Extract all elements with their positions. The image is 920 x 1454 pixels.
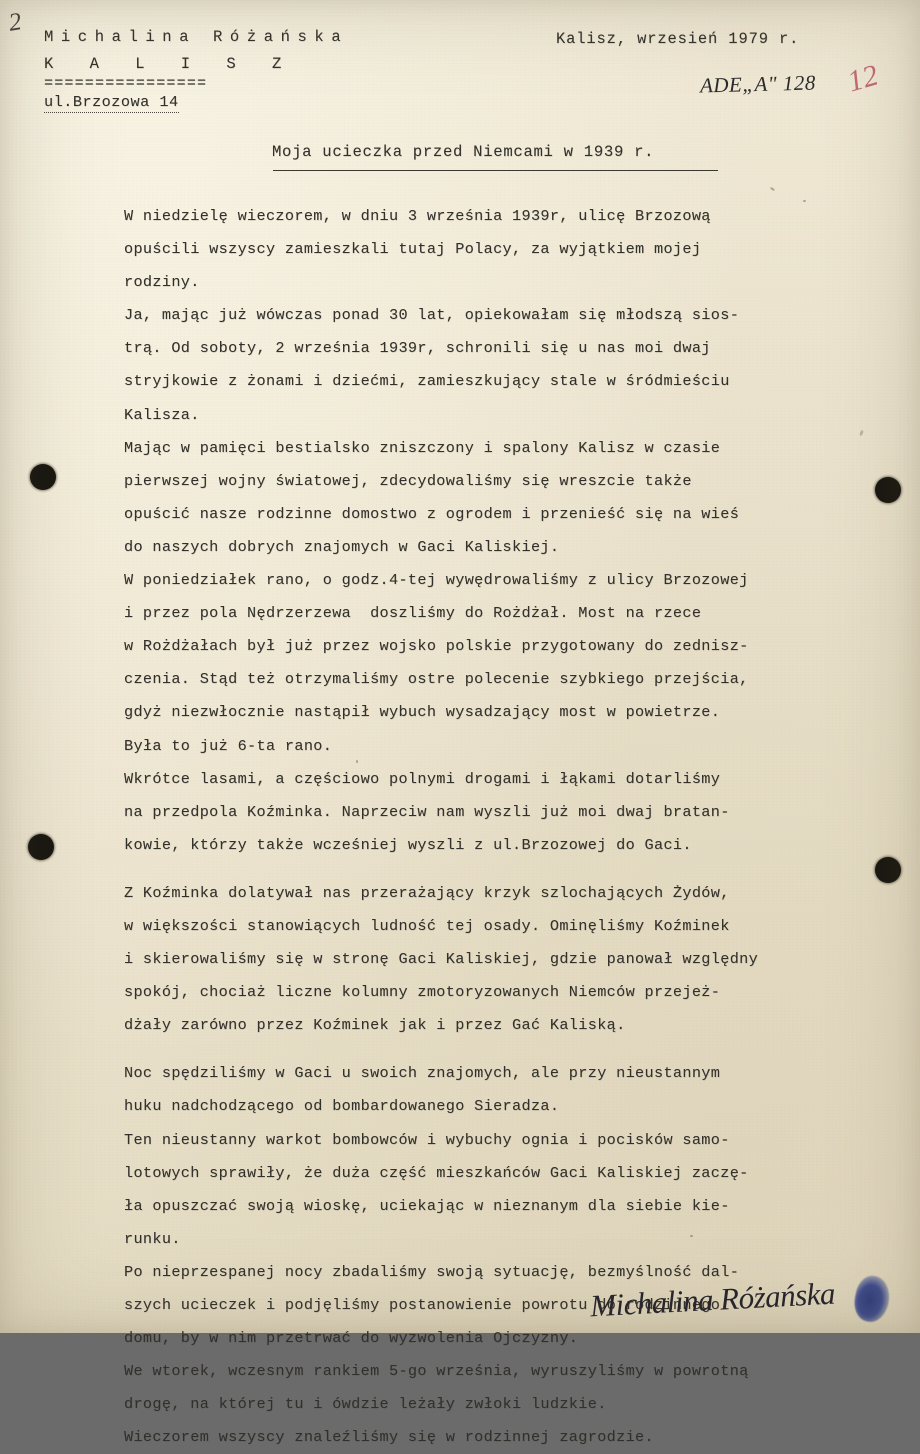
body-line: huku nadchodzącego od bombardowanego Sieradza. <box>124 1097 560 1116</box>
paragraph-gap <box>124 1042 914 1057</box>
body-line: do naszych dobrych znajomych w Gaci Kaliskiej. <box>124 537 560 556</box>
body-line: Wieczorem wszyscy znaleźliśmy się w rodzinnej zagrodzie. <box>124 1428 654 1447</box>
separator-line: ================ <box>44 75 208 92</box>
paper-speck <box>770 187 775 192</box>
body-line: Ten nieustanny warkot bombowców i wybuchy ognia i pocisków samo- <box>124 1130 730 1149</box>
archive-reference-mark: ADE„A" 128 <box>699 70 817 98</box>
body-line: i skierowaliśmy się w stronę Gaci Kaliskiej, gdzie panował względny <box>124 950 759 969</box>
body-line: W niedzielę wieczorem, w dniu 3 września 1939r, ulicę Brzozową <box>124 207 711 225</box>
sender-city: K A L I S Z <box>44 55 295 73</box>
paper-speck <box>690 1235 693 1237</box>
punch-hole <box>28 834 54 860</box>
body-line: w większości stanowiących ludność tej osady. Ominęliśmy Koźminek <box>124 916 730 935</box>
body-line: opuścić nasze rodzinne domostwo z ogrodem i przenieść się na wieś <box>124 504 740 523</box>
body-line: domu, by w nim przetrwać do wyzwolenia Ojczyzny. <box>124 1329 579 1348</box>
body-line: We wtorek, wczesnym rankiem 5-go września, wyruszyliśmy w powrotną <box>124 1362 749 1381</box>
body-line: na przedpola Koźminka. Naprzeciw nam wyszli już moi dwaj bratan- <box>124 802 730 821</box>
body-line: W poniedziałek rano, o godz.4-tej wywędrowaliśmy z ulicy Brzozowej <box>124 571 749 590</box>
paper-speck <box>356 760 358 763</box>
body-line: Wkrótce lasami, a częściowo polnymi drogami i łąkami dotarliśmy <box>124 769 721 788</box>
body-line: runku. <box>124 1229 181 1248</box>
body-line: dżały zarówno przez Koźminek jak i przez Gać Kaliską. <box>124 1016 626 1035</box>
body-line: Kalisza. <box>124 405 200 424</box>
body-line: Noc spędziliśmy w Gaci u swoich znajomych, ale przy nieustannym <box>124 1064 721 1083</box>
body-line: opuścili wszyscy zamieszkali tutaj Polacy, za wyjątkiem mojej <box>124 240 702 259</box>
body-line: czenia. Stąd też otrzymaliśmy ostre polecenie szybkiego przejścia, <box>124 670 749 689</box>
punch-hole <box>30 464 56 490</box>
body-line: stryjkowie z żonami i dziećmi, zamieszkujący stale w śródmieściu <box>124 372 730 391</box>
body-line: drogę, na której tu i ówdzie leżały zwłoki ludzkie. <box>124 1395 607 1414</box>
body-line: Była to już 6-ta rano. <box>124 736 333 755</box>
document-title: Moja ucieczka przed Niemcami w 1939 r. <box>272 143 655 161</box>
paper-speck <box>803 200 806 202</box>
body-line: Mając w pamięci bestialsko zniszczony i spalony Kalisz w czasie <box>124 438 721 457</box>
handwritten-page-number: 2 <box>6 8 24 37</box>
body-line: kowie, którzy także wcześniej wyszli z ul.Brzozowej do Gaci. <box>124 835 692 854</box>
body-line: Ja, mając już wówczas ponad 30 lat, opiekowałam się młodszą sios- <box>124 306 740 325</box>
punch-hole <box>875 857 901 883</box>
document-body <box>124 200 914 1454</box>
body-line: Z Koźminka dolatywał nas przerażający krzyk szlochających Żydów, <box>124 883 730 902</box>
sender-address-block <box>44 28 348 113</box>
paragraph-gap <box>124 862 914 877</box>
punch-hole <box>875 477 901 503</box>
place-and-date: Kalisz, wrzesień 1979 r. <box>556 30 800 48</box>
body-line: gdyż niezwłocznie nastąpił wybuch wysadzający most w powietrze. <box>124 703 721 722</box>
red-pencil-page-mark: 12 <box>843 58 882 99</box>
body-line: ła opuszczać swoją wioskę, uciekając w nieznanym dla siebie kie- <box>124 1196 730 1215</box>
sender-street: ul.Brzozowa 14 <box>44 93 179 111</box>
sender-name: Michalina Różańska <box>44 28 349 46</box>
body-line: spokój, chociaż liczne kolumny zmotoryzowanych Niemców przejeż- <box>124 983 721 1002</box>
title-underline-rule <box>273 170 718 171</box>
body-line: w Rożdżałach był już przez wojsko polskie przygotowany do zednisz- <box>124 637 749 656</box>
body-line: rodziny. <box>124 273 200 292</box>
body-line: trą. Od soboty, 2 września 1939r, schronili się u nas moi dwaj <box>124 339 711 358</box>
body-line: szych ucieczek i podjęliśmy postanowienie powrotu do rodzinnego <box>124 1296 721 1314</box>
body-line: lotowych sprawiły, że duża część mieszkańców Gaci Kaliskiej zaczę- <box>124 1163 749 1182</box>
body-line: Po nieprzespanej nocy zbadaliśmy swoją sytuację, bezmyślność dal- <box>124 1262 740 1281</box>
handwritten-signature: Michalina Różańska <box>589 1275 836 1324</box>
body-line: pierwszej wojny światowej, zdecydowaliśmy się wreszcie także <box>124 471 692 490</box>
body-line: i przez pola Nędrzerzewa doszliśmy do Rożdżał. Most na rzece <box>124 604 702 623</box>
